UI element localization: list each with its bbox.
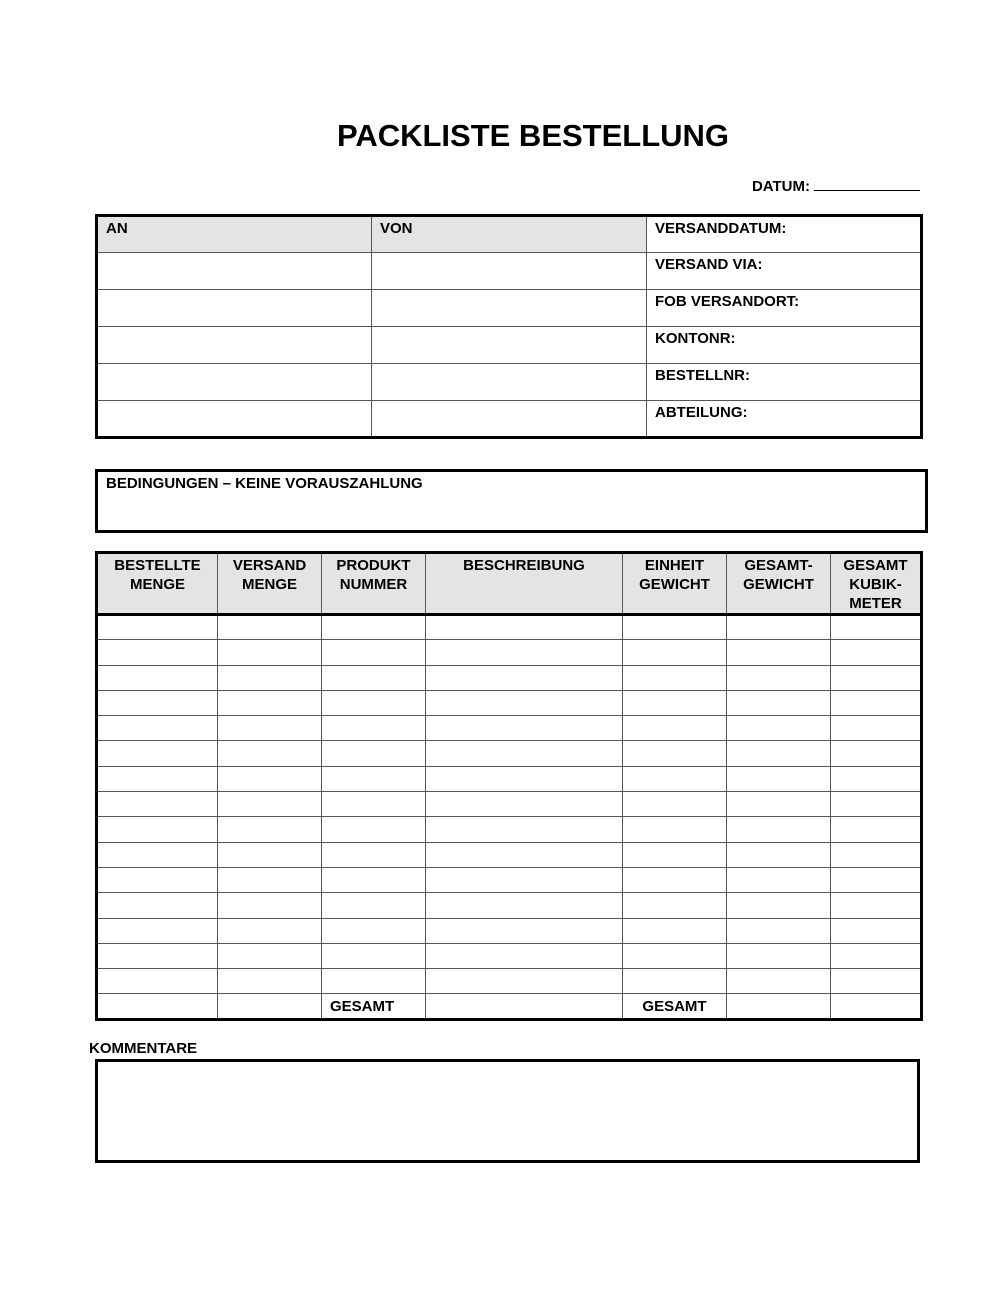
item-cell[interactable] bbox=[623, 766, 727, 791]
item-row bbox=[97, 716, 922, 741]
item-cell[interactable] bbox=[426, 842, 623, 867]
von-cell[interactable] bbox=[372, 401, 647, 438]
date-label: DATUM: bbox=[751, 178, 810, 195]
item-cell[interactable] bbox=[727, 766, 831, 791]
item-cell[interactable] bbox=[97, 640, 218, 665]
col-produkt-nummer: PRODUKT NUMMER bbox=[322, 553, 426, 615]
item-cell[interactable] bbox=[218, 716, 322, 741]
item-cell[interactable] bbox=[97, 792, 218, 817]
item-cell[interactable] bbox=[426, 741, 623, 766]
item-cell[interactable] bbox=[97, 867, 218, 892]
field-fob-versandort[interactable]: FOB VERSANDORT: bbox=[647, 290, 922, 327]
item-cell[interactable] bbox=[831, 893, 922, 918]
item-cell[interactable] bbox=[727, 690, 831, 715]
item-cell[interactable] bbox=[322, 867, 426, 892]
item-cell[interactable] bbox=[831, 615, 922, 640]
item-cell[interactable] bbox=[727, 615, 831, 640]
item-row bbox=[97, 792, 922, 817]
item-row bbox=[97, 665, 922, 690]
item-cell[interactable] bbox=[322, 716, 426, 741]
field-kontonr[interactable]: KONTONR: bbox=[647, 327, 922, 364]
an-cell[interactable] bbox=[97, 327, 372, 364]
item-cell[interactable] bbox=[831, 690, 922, 715]
item-cell[interactable] bbox=[322, 690, 426, 715]
total-cell[interactable] bbox=[426, 994, 623, 1019]
item-cell[interactable] bbox=[727, 716, 831, 741]
an-cell[interactable] bbox=[97, 401, 372, 438]
col-einheit-gewicht: EINHEIT GEWICHT bbox=[623, 553, 727, 615]
item-cell[interactable] bbox=[97, 918, 218, 943]
item-cell[interactable] bbox=[831, 640, 922, 665]
items-header-row bbox=[97, 553, 922, 615]
item-cell[interactable] bbox=[426, 640, 623, 665]
item-cell[interactable] bbox=[623, 842, 727, 867]
item-cell[interactable] bbox=[322, 969, 426, 994]
item-cell[interactable] bbox=[97, 817, 218, 842]
address-table bbox=[95, 214, 923, 439]
von-cell[interactable] bbox=[372, 327, 647, 364]
address-row bbox=[97, 253, 922, 290]
item-cell[interactable] bbox=[727, 893, 831, 918]
item-cell[interactable] bbox=[426, 792, 623, 817]
item-cell[interactable] bbox=[322, 817, 426, 842]
item-cell[interactable] bbox=[218, 665, 322, 690]
item-cell[interactable] bbox=[218, 918, 322, 943]
item-row bbox=[97, 640, 922, 665]
item-cell[interactable] bbox=[322, 842, 426, 867]
address-row bbox=[97, 327, 922, 364]
date-input-line[interactable] bbox=[814, 176, 920, 191]
item-cell[interactable] bbox=[831, 665, 922, 690]
item-cell[interactable] bbox=[623, 615, 727, 640]
item-cell[interactable] bbox=[831, 842, 922, 867]
item-cell[interactable] bbox=[727, 665, 831, 690]
item-cell[interactable] bbox=[623, 741, 727, 766]
item-cell[interactable] bbox=[623, 943, 727, 968]
item-cell[interactable] bbox=[218, 969, 322, 994]
item-cell[interactable] bbox=[218, 817, 322, 842]
item-cell[interactable] bbox=[97, 969, 218, 994]
field-abteilung[interactable]: ABTEILUNG: bbox=[647, 401, 922, 438]
item-cell[interactable] bbox=[218, 842, 322, 867]
item-cell[interactable] bbox=[623, 867, 727, 892]
item-cell[interactable] bbox=[623, 918, 727, 943]
item-row bbox=[97, 615, 922, 640]
item-cell[interactable] bbox=[831, 817, 922, 842]
item-cell[interactable] bbox=[322, 665, 426, 690]
item-row bbox=[97, 918, 922, 943]
header-an: AN bbox=[97, 216, 372, 253]
comments-box[interactable] bbox=[95, 1059, 920, 1163]
address-row bbox=[97, 401, 922, 438]
field-versand-via[interactable]: VERSAND VIA: bbox=[647, 253, 922, 290]
item-cell[interactable] bbox=[727, 918, 831, 943]
item-row bbox=[97, 690, 922, 715]
item-cell[interactable] bbox=[623, 640, 727, 665]
item-row bbox=[97, 943, 922, 968]
terms-box[interactable] bbox=[95, 469, 928, 533]
item-cell[interactable] bbox=[623, 665, 727, 690]
item-cell[interactable] bbox=[218, 792, 322, 817]
von-cell[interactable] bbox=[372, 253, 647, 290]
item-cell[interactable] bbox=[322, 766, 426, 791]
item-cell[interactable] bbox=[322, 893, 426, 918]
item-cell[interactable] bbox=[831, 741, 922, 766]
total-cell[interactable] bbox=[97, 994, 218, 1019]
items-table bbox=[95, 551, 923, 1021]
item-cell[interactable] bbox=[322, 741, 426, 766]
item-row bbox=[97, 842, 922, 867]
item-cell[interactable] bbox=[727, 792, 831, 817]
item-cell[interactable] bbox=[623, 817, 727, 842]
item-cell[interactable] bbox=[322, 792, 426, 817]
col-gesamt-gewicht: GESAMT- GEWICHT bbox=[727, 553, 831, 615]
item-cell[interactable] bbox=[97, 690, 218, 715]
item-cell[interactable] bbox=[97, 842, 218, 867]
total-label-unit-weight: GESAMT bbox=[623, 994, 727, 1019]
item-cell[interactable] bbox=[218, 615, 322, 640]
item-cell[interactable] bbox=[218, 640, 322, 665]
item-cell[interactable] bbox=[218, 893, 322, 918]
item-cell[interactable] bbox=[831, 969, 922, 994]
item-cell[interactable] bbox=[426, 766, 623, 791]
item-cell[interactable] bbox=[218, 766, 322, 791]
item-cell[interactable] bbox=[623, 893, 727, 918]
address-row bbox=[97, 364, 922, 401]
von-cell[interactable] bbox=[372, 290, 647, 327]
item-cell[interactable] bbox=[426, 969, 623, 994]
item-cell[interactable] bbox=[97, 665, 218, 690]
item-row bbox=[97, 867, 922, 892]
item-cell[interactable] bbox=[727, 943, 831, 968]
item-cell[interactable] bbox=[727, 969, 831, 994]
total-gesamt-kubikmeter[interactable] bbox=[831, 994, 922, 1019]
item-cell[interactable] bbox=[97, 716, 218, 741]
items-body bbox=[97, 615, 922, 994]
item-cell[interactable] bbox=[97, 741, 218, 766]
item-cell[interactable] bbox=[97, 766, 218, 791]
item-row bbox=[97, 817, 922, 842]
item-cell[interactable] bbox=[831, 867, 922, 892]
address-row bbox=[97, 290, 922, 327]
item-cell[interactable] bbox=[426, 817, 623, 842]
item-cell[interactable] bbox=[218, 867, 322, 892]
total-row bbox=[97, 994, 922, 1019]
an-cell[interactable] bbox=[97, 290, 372, 327]
col-bestellte-menge: BESTELLTE MENGE bbox=[97, 553, 218, 615]
item-row bbox=[97, 893, 922, 918]
total-label-product: GESAMT bbox=[322, 994, 426, 1019]
item-cell[interactable] bbox=[831, 918, 922, 943]
total-cell[interactable] bbox=[218, 994, 322, 1019]
an-cell[interactable] bbox=[97, 364, 372, 401]
item-cell[interactable] bbox=[426, 615, 623, 640]
field-versanddatum[interactable]: VERSANDDATUM: bbox=[647, 216, 922, 253]
total-gesamt-gewicht[interactable] bbox=[727, 994, 831, 1019]
col-beschreibung: BESCHREIBUNG bbox=[426, 553, 623, 615]
col-gesamt-kubikmeter: GESAMT KUBIK- METER bbox=[831, 553, 922, 615]
item-cell[interactable] bbox=[623, 716, 727, 741]
page-title: PACKLISTE BESTELLUNG bbox=[336, 118, 730, 153]
item-cell[interactable] bbox=[623, 969, 727, 994]
item-cell[interactable] bbox=[426, 867, 623, 892]
item-cell[interactable] bbox=[426, 665, 623, 690]
item-cell[interactable] bbox=[218, 741, 322, 766]
item-cell[interactable] bbox=[97, 615, 218, 640]
von-cell[interactable] bbox=[372, 364, 647, 401]
item-cell[interactable] bbox=[831, 792, 922, 817]
item-cell[interactable] bbox=[831, 943, 922, 968]
item-cell[interactable] bbox=[426, 716, 623, 741]
item-row bbox=[97, 766, 922, 791]
item-cell[interactable] bbox=[727, 842, 831, 867]
item-cell[interactable] bbox=[97, 893, 218, 918]
item-row bbox=[97, 969, 922, 994]
item-cell[interactable] bbox=[426, 893, 623, 918]
item-cell[interactable] bbox=[426, 918, 623, 943]
date-field bbox=[752, 176, 920, 195]
address-header-row bbox=[97, 216, 922, 253]
item-cell[interactable] bbox=[727, 817, 831, 842]
terms-label: BEDINGUNGEN – KEINE VORAUSZAHLUNG bbox=[106, 475, 423, 492]
col-versand-menge: VERSAND MENGE bbox=[218, 553, 322, 615]
item-cell[interactable] bbox=[97, 943, 218, 968]
item-row bbox=[97, 741, 922, 766]
item-cell[interactable] bbox=[426, 943, 623, 968]
item-cell[interactable] bbox=[426, 690, 623, 715]
item-cell[interactable] bbox=[831, 766, 922, 791]
item-cell[interactable] bbox=[322, 640, 426, 665]
item-cell[interactable] bbox=[623, 690, 727, 715]
header-von: VON bbox=[372, 216, 647, 253]
item-cell[interactable] bbox=[727, 741, 831, 766]
item-cell[interactable] bbox=[322, 615, 426, 640]
item-cell[interactable] bbox=[727, 867, 831, 892]
item-cell[interactable] bbox=[623, 792, 727, 817]
item-cell[interactable] bbox=[218, 943, 322, 968]
item-cell[interactable] bbox=[831, 716, 922, 741]
item-cell[interactable] bbox=[218, 690, 322, 715]
comments-label: KOMMENTARE bbox=[89, 1040, 198, 1057]
item-cell[interactable] bbox=[727, 640, 831, 665]
field-bestellnr[interactable]: BESTELLNR: bbox=[647, 364, 922, 401]
an-cell[interactable] bbox=[97, 253, 372, 290]
item-cell[interactable] bbox=[322, 918, 426, 943]
item-cell[interactable] bbox=[322, 943, 426, 968]
